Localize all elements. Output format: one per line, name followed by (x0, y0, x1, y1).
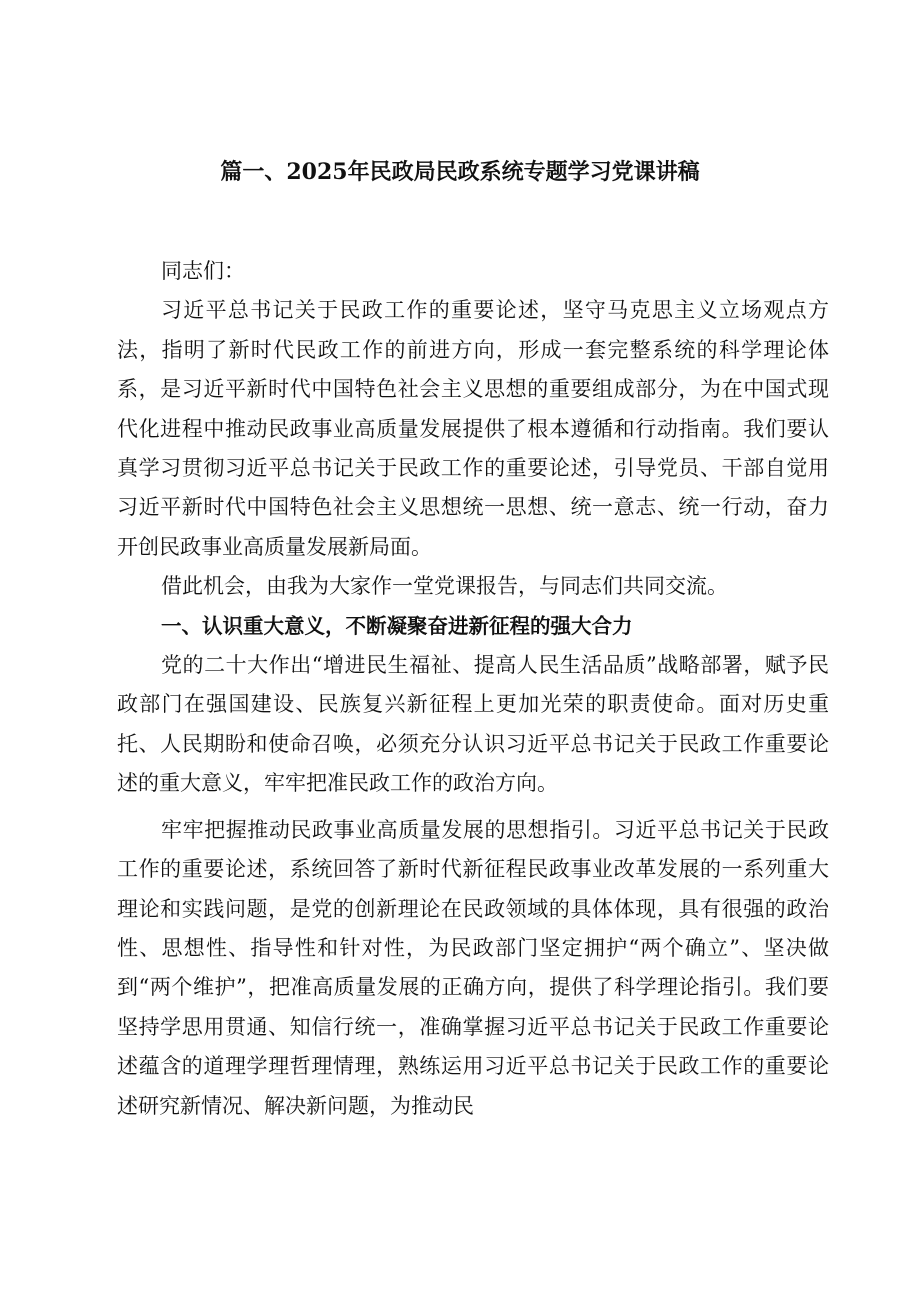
document-title: 篇一、2025年民政局民政系统专题学习党课讲稿 (220, 159, 700, 185)
paragraph-intro: 习近平总书记关于民政工作的重要论述，坚守马克思主义立场观点方法，指明了新时代民政工作的前进方向，形成一套完整系统的科学理论体系，是习近平新时代中国特色社会主义思想的重要组成部分，为在中国式现代化进程中推动民政事业高质量发展提供了根本遵循和行动指南。我们要认真学习贯彻习近平总书记关于民政工作的重要论述，引导党员、干部自觉用习近平新时代中国特色社会主义思想统一思想、统一意志、统一行动，奋力开创民政事业高质量发展新局面。 (117, 298, 829, 559)
section-paragraph: 党的二十大作出“增进民生福祉、提高人民生活品质”战略部署，赋予民政部门在强国建设、民族复兴新征程上更加光荣的职责使命。面对历史重托、人民期盼和使命召唤，必须充分认识习近平总书记关于民政工作重要论述的重大意义，牢牢把准民政工作的政治方向。 (117, 653, 829, 796)
paragraph-occasion: 借此机会，由我为大家作一堂党课报告，与同志们共同交流。 (161, 574, 728, 599)
greeting: 同志们： (161, 259, 245, 283)
document-body (117, 252, 829, 1126)
section-paragraph: 牢牢把握推动民政事业高质量发展的思想指引。习近平总书记关于民政工作的重要论述，系统回答了新时代新征程民政事业改革发展的一系列重大理论和实践问题，是党的创新理论在民政领域的具体体现，具有很强的政治性、思想性、指导性和针对性，为民政部门坚定拥护“两个确立”、坚决做到“两个维护”，把准高质量发展的正确方向，提供了科学理论指引。我们要坚持学思用贯通、知信行统一，准确掌握习近平总书记关于民政工作重要论述蕴含的道理学理哲理情理，熟练运用习近平总书记关于民政工作的重要论述研究新情况、解决新问题，为推动民 (117, 817, 829, 1118)
section-heading: 一、认识重大意义，不断凝聚奋进新征程的强大合力 (161, 613, 633, 638)
